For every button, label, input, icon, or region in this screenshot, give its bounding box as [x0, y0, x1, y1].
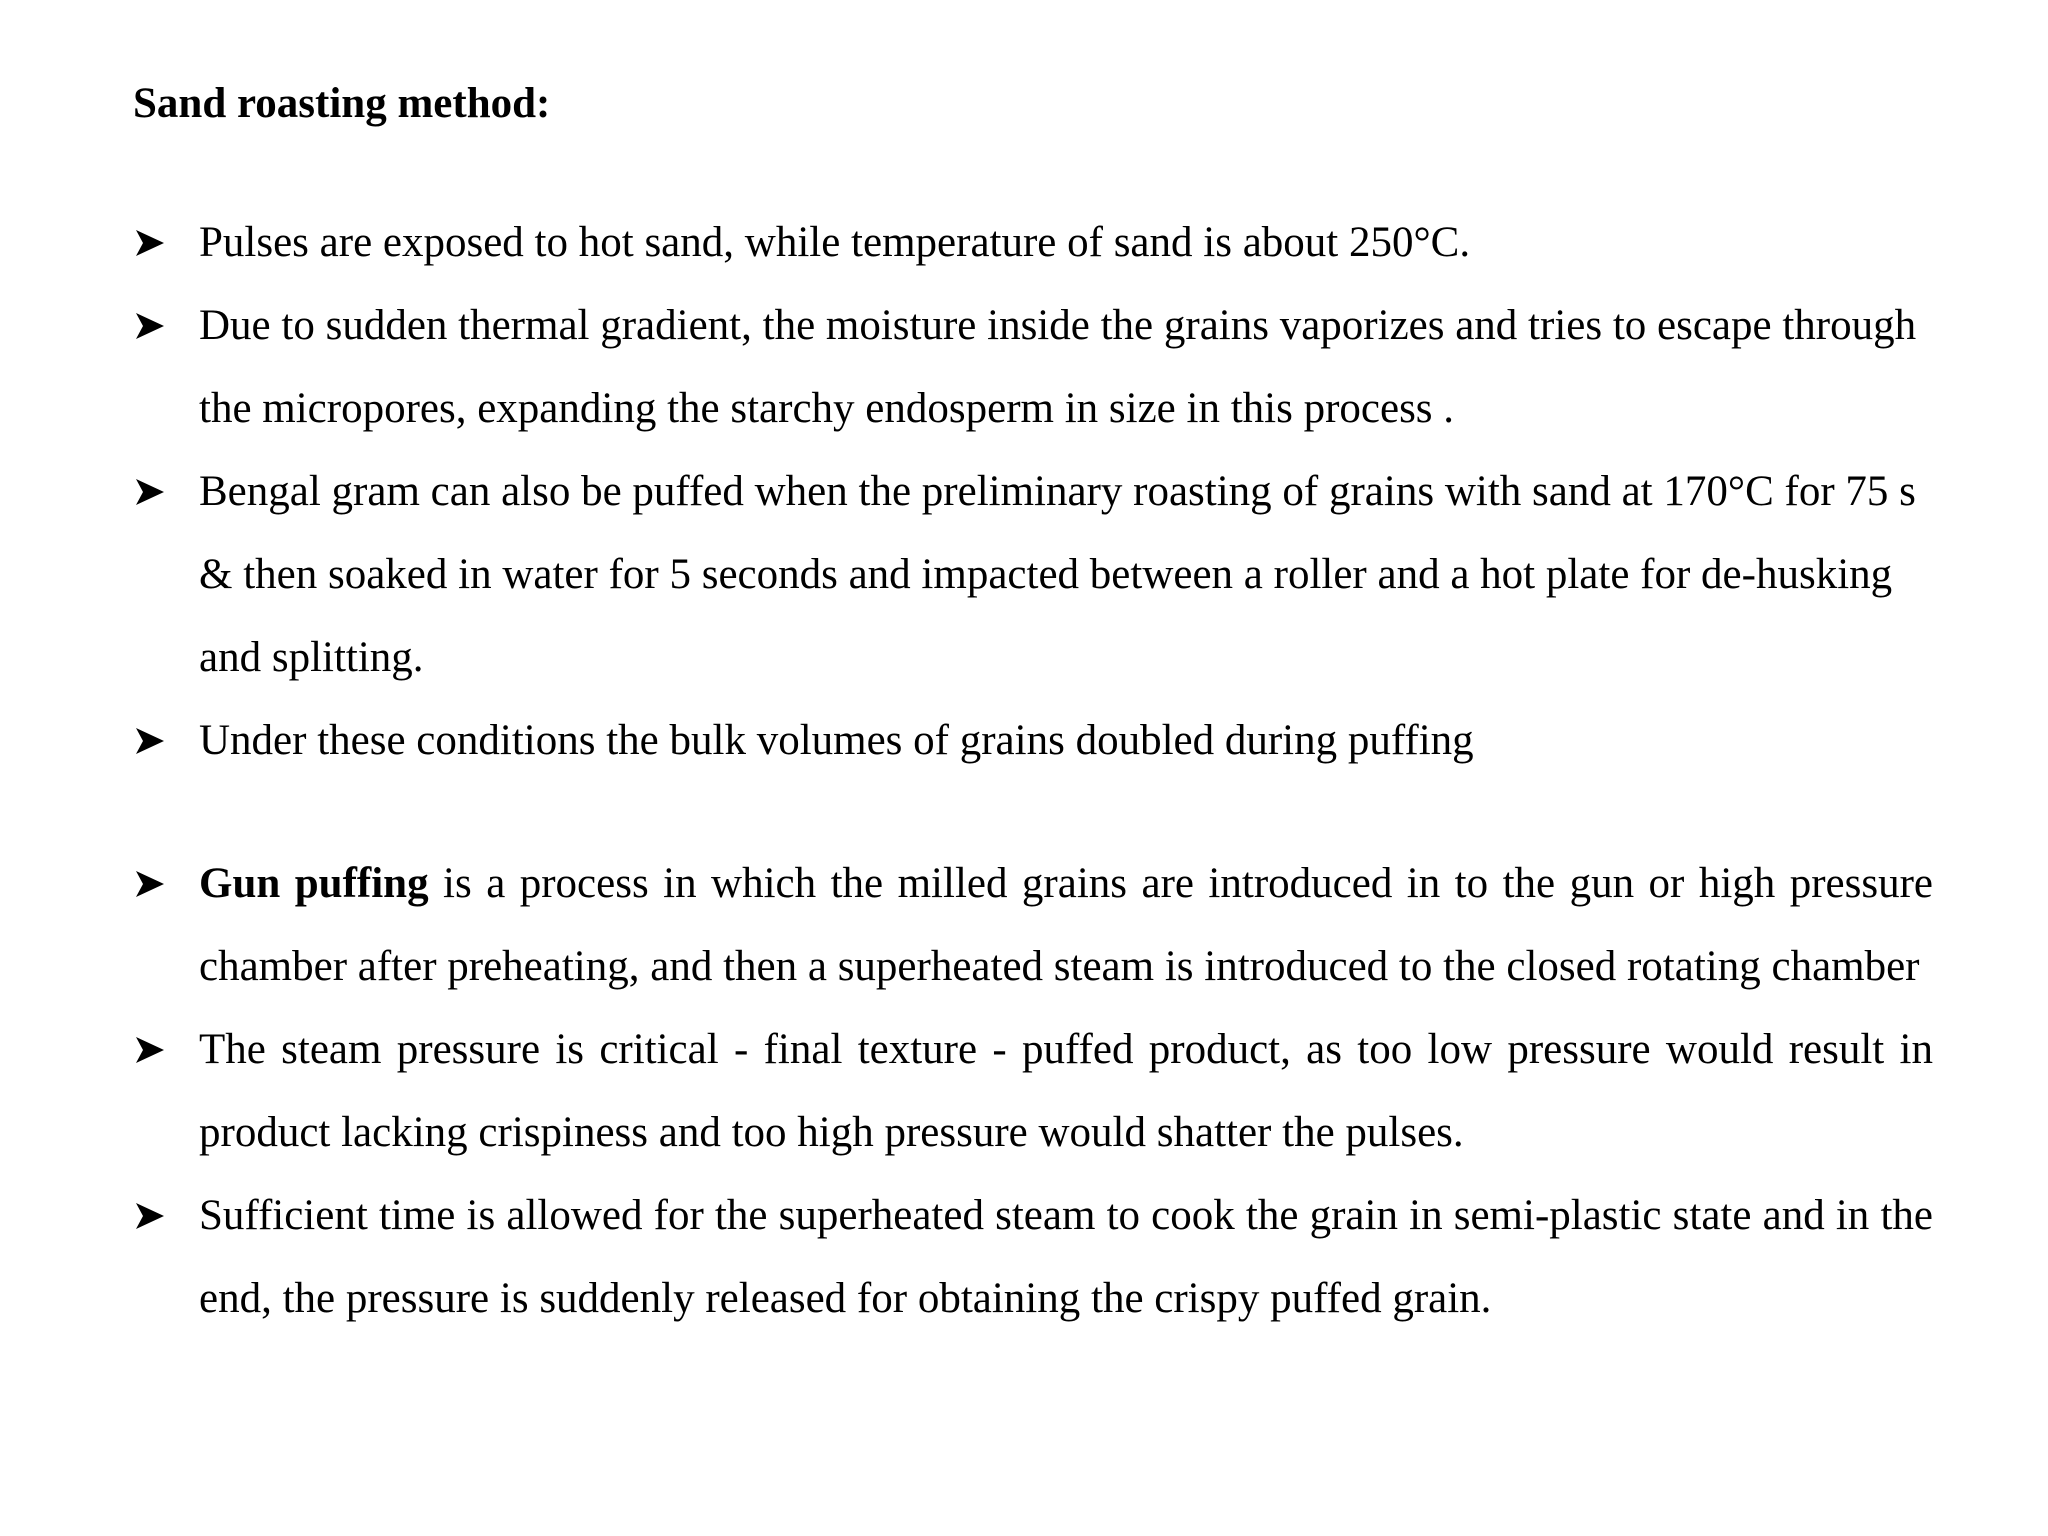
list-item-text: Bengal gram can also be puffed when the preliminary roasting of grains with sand at 170°C for 75 s & then soaked in water for 5 seconds and impacted between a roller and a hot plate for de-husking and splitting. [199, 468, 1916, 681]
list-item [133, 450, 1933, 699]
list-item-text: The steam pressure is critical - final texture - puffed product, as too low pressure would result in product lacking crispiness and too high pressure would shatter the pulses. [199, 1026, 1933, 1156]
arrow-bullet-icon [135, 228, 165, 258]
arrow-bullet-icon [135, 869, 165, 899]
list-item-text: Under these conditions the bulk volumes of grains doubled during puffing [199, 717, 1474, 764]
arrow-bullet-icon [135, 1201, 165, 1231]
arrow-bullet-icon [135, 311, 165, 341]
list-item-text: Pulses are exposed to hot sand, while temperature of sand is about 250°C. [199, 219, 1471, 266]
list-item [133, 842, 1933, 1008]
gun-puffing-description: is a process in which the milled grains are introduced in to the gun or high pressure chamber after preheating, and then a superheated steam is introduced to the closed rotating chamber [199, 860, 1934, 990]
arrow-bullet-icon [135, 726, 165, 756]
list-item [133, 1174, 1933, 1340]
section-heading: Sand roasting method: [133, 80, 551, 127]
arrow-bullet-icon [135, 1035, 165, 1065]
list-item [133, 699, 1933, 782]
gun-puffing-list [133, 842, 1933, 1340]
list-item [133, 284, 1933, 450]
arrow-bullet-icon [135, 477, 165, 507]
list-item [133, 1008, 1933, 1174]
list-item-text: Sufficient time is allowed for the superheated steam to cook the grain in semi-plastic state and in the end, the pressure is suddenly released for obtaining the crispy puffed grain. [199, 1192, 1933, 1322]
list-item-text: Due to sudden thermal gradient, the moisture inside the grains vaporizes and tries to escape through the micropores, expanding the starchy endosperm in size in this process . [199, 302, 1917, 432]
sand-roasting-list [133, 201, 1933, 782]
list-item [133, 201, 1933, 284]
gun-puffing-term: Gun puffing [199, 860, 429, 907]
